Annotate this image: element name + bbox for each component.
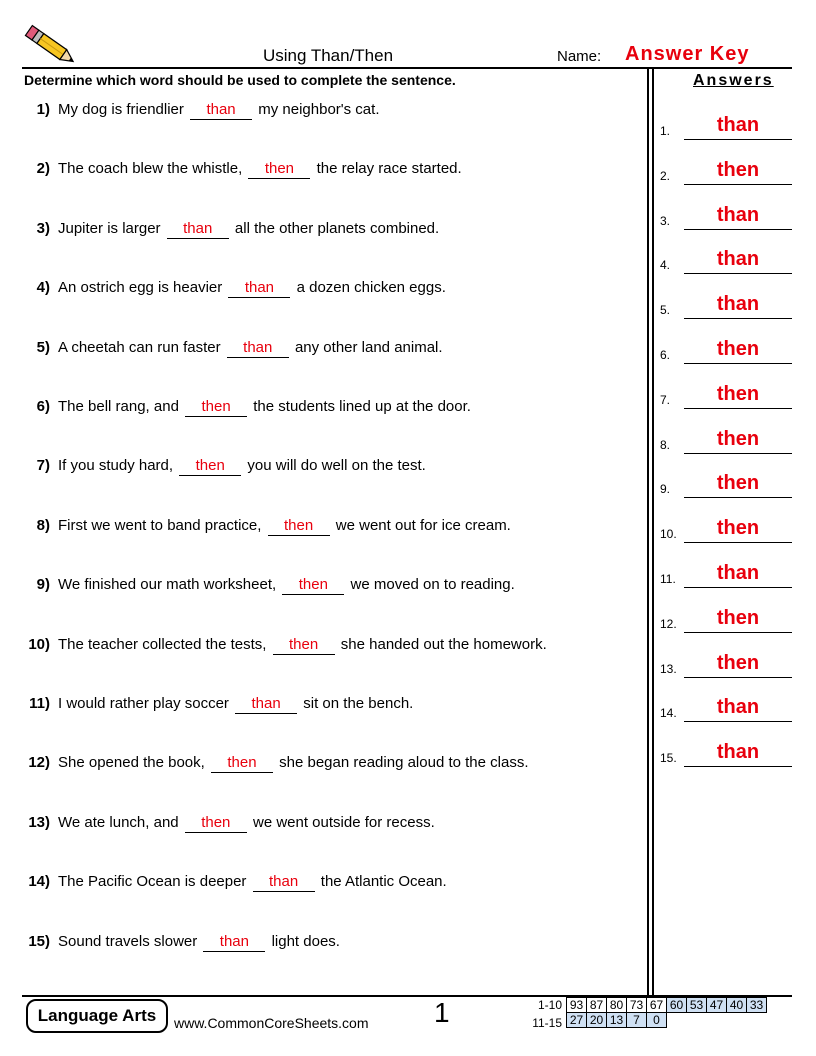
question-number: 12) — [28, 754, 50, 772]
answer-blank[interactable]: then — [211, 754, 273, 773]
score-cell: 67 — [647, 998, 667, 1013]
score-row-11-15 — [567, 1013, 767, 1028]
answer-word: than — [716, 293, 760, 316]
answer-row — [660, 200, 792, 230]
sentence-end: all the other planets combined. — [234, 219, 440, 237]
question-number: 9) — [36, 576, 50, 594]
sentence-start: We finished our math worksheet, — [58, 576, 277, 594]
sentence-end: the students lined up at the door. — [253, 398, 471, 415]
answer-blank[interactable]: then — [273, 636, 335, 655]
answer-blank[interactable]: then — [179, 457, 241, 476]
score-cell: 93 — [567, 998, 587, 1013]
answer-row — [660, 603, 792, 633]
sentence-end: light does. — [271, 932, 340, 950]
answer-row — [660, 648, 792, 678]
sentence-start: An ostrich egg is heavier — [58, 279, 223, 297]
answer-blank[interactable]: than — [228, 279, 290, 298]
question-number: 5) — [36, 338, 50, 356]
sentence-end: the Atlantic Ocean. — [320, 873, 447, 891]
answer-number: 11. — [660, 572, 676, 586]
answer-row — [660, 244, 792, 274]
score-cell: 20 — [587, 1013, 607, 1028]
answer-word: than — [716, 741, 760, 764]
sentence-end: a dozen chicken eggs. — [296, 279, 446, 297]
answer-word: than — [716, 562, 760, 584]
answer-word: than — [716, 114, 760, 136]
answer-word: than — [716, 248, 760, 271]
answer-number: 10. — [660, 527, 677, 542]
answer-word: than — [716, 696, 760, 719]
score-label-11-15: 11-15 — [532, 1016, 562, 1030]
question-row — [24, 515, 511, 537]
answer-word: then — [716, 382, 760, 405]
question-number: 6) — [36, 398, 50, 415]
website-link[interactable]: www.CommonCoreSheets.com — [174, 1015, 369, 1031]
question-number: 14) — [28, 873, 50, 891]
sentence-start: She opened the book, — [58, 754, 205, 772]
answer-number: 9. — [660, 482, 671, 497]
sentence-start: My dog is friendlier — [58, 101, 184, 118]
score-cell: 73 — [627, 998, 647, 1013]
answer-blank[interactable]: then — [185, 398, 247, 417]
answers-heading: Answers — [693, 72, 774, 89]
question-number: 7) — [36, 457, 50, 475]
question-row — [24, 871, 447, 893]
question-row — [24, 455, 426, 477]
question-row — [24, 931, 340, 953]
answer-blank[interactable]: then — [268, 517, 330, 536]
answer-blank[interactable]: than — [190, 101, 252, 120]
answer-word: then — [716, 651, 760, 674]
sentence-start: Sound travels slower — [58, 932, 198, 950]
question-row — [24, 634, 547, 656]
question-row — [24, 218, 439, 240]
answer-row — [660, 424, 792, 454]
answer-word: then — [716, 517, 760, 540]
answer-number: 1. — [660, 124, 671, 138]
question-number: 1) — [36, 101, 50, 118]
question-row — [24, 574, 515, 596]
question-number: 2) — [36, 160, 50, 178]
question-row — [24, 396, 471, 418]
question-row — [24, 693, 413, 715]
answer-number: 8. — [660, 437, 671, 452]
score-cell: 47 — [707, 998, 727, 1013]
sentence-end: you will do well on the test. — [247, 457, 426, 475]
score-cell: 13 — [607, 1013, 627, 1028]
column-divider-left — [647, 69, 649, 995]
question-row — [24, 812, 435, 834]
answer-word: then — [716, 472, 760, 495]
name-label: Name: — [557, 48, 602, 65]
question-row — [24, 99, 380, 121]
sentence-start: Jupiter is larger — [58, 219, 161, 237]
answer-blank[interactable]: then — [282, 576, 344, 595]
score-cell: 40 — [727, 998, 747, 1013]
sentence-end: we went out for ice cream. — [335, 516, 511, 534]
answer-blank[interactable]: then — [248, 160, 310, 179]
sentence-start: The bell rang, and — [58, 398, 179, 415]
sentence-end: my neighbor's cat. — [258, 101, 380, 118]
answer-row — [660, 155, 792, 185]
score-cell: 80 — [607, 998, 627, 1013]
answer-word: then — [716, 338, 760, 360]
answer-number: 3. — [660, 213, 671, 228]
header-divider — [22, 67, 792, 69]
answer-number: 15. — [660, 751, 677, 766]
answer-number: 13. — [660, 661, 677, 676]
answer-blank[interactable]: than — [167, 220, 229, 239]
answer-row — [660, 513, 792, 543]
score-cell: 60 — [667, 998, 687, 1013]
answer-number: 14. — [660, 706, 677, 721]
sentence-end: she began reading aloud to the class. — [279, 754, 529, 772]
score-label-1-10: 1-10 — [537, 998, 562, 1012]
question-row — [24, 277, 446, 299]
answer-blank[interactable]: than — [253, 873, 315, 892]
score-cell: 33 — [747, 998, 767, 1013]
question-row — [24, 337, 443, 359]
answer-blank[interactable]: than — [227, 339, 289, 358]
answer-number: 4. — [660, 258, 671, 273]
answer-word: than — [716, 203, 760, 226]
score-cell: 27 — [567, 1013, 587, 1028]
sentence-end: sit on the bench. — [303, 695, 414, 712]
answer-number: 6. — [660, 348, 671, 362]
score-row-1-10 — [567, 998, 767, 1013]
answer-number: 7. — [660, 392, 671, 407]
answer-blank[interactable]: than — [203, 933, 265, 952]
answer-row — [660, 379, 792, 409]
answer-blank[interactable]: than — [235, 695, 297, 714]
score-table — [566, 997, 767, 1028]
question-number: 15) — [28, 932, 50, 950]
answer-row — [660, 289, 792, 319]
sentence-end: any other land animal. — [294, 338, 443, 356]
sentence-start: A cheetah can run faster — [58, 338, 221, 356]
column-divider-right — [652, 69, 654, 995]
answer-row — [660, 468, 792, 498]
sentence-end: we moved on to reading. — [350, 576, 515, 594]
answer-number: 2. — [660, 168, 671, 183]
sentence-start: We ate lunch, and — [58, 813, 179, 831]
answer-word: then — [716, 158, 760, 181]
score-cell: 7 — [627, 1013, 647, 1028]
question-number: 4) — [36, 279, 50, 297]
answer-row — [660, 110, 792, 140]
sentence-end: she handed out the homework. — [340, 635, 547, 653]
answer-row — [660, 558, 792, 588]
answer-word: then — [716, 427, 760, 450]
answer-row — [660, 737, 792, 767]
page-title: Using Than/Then — [262, 46, 394, 65]
sentence-start: I would rather play soccer — [58, 695, 229, 712]
answer-number: 12. — [660, 616, 677, 631]
sentence-start: First we went to band practice, — [58, 516, 262, 534]
question-row — [24, 158, 462, 180]
question-number: 10) — [28, 635, 50, 653]
score-cell: 87 — [587, 998, 607, 1013]
sentence-start: The coach blew the whistle, — [58, 160, 243, 178]
sentence-end: we went outside for recess. — [252, 813, 435, 831]
answer-word: then — [716, 606, 760, 629]
sentence-start: The teacher collected the tests, — [58, 635, 267, 653]
instructions: Determine which word should be used to complete the sentence. — [24, 72, 456, 88]
question-number: 3) — [36, 219, 50, 237]
sentence-start: If you study hard, — [58, 457, 174, 475]
answer-row — [660, 334, 792, 364]
question-row — [24, 752, 529, 774]
page-number: 1 — [434, 997, 450, 1028]
sentence-end: the relay race started. — [316, 160, 462, 178]
answer-number: 5. — [660, 303, 671, 318]
answer-blank[interactable]: then — [185, 814, 247, 833]
answer-key-label: Answer Key — [625, 43, 750, 65]
sentence-start: The Pacific Ocean is deeper — [58, 873, 247, 891]
score-cell: 53 — [687, 998, 707, 1013]
question-number: 11) — [29, 695, 50, 712]
question-number: 8) — [36, 516, 50, 534]
answer-row — [660, 692, 792, 722]
brand-badge: Language Arts — [26, 999, 168, 1033]
question-number: 13) — [28, 813, 50, 831]
score-cell: 0 — [647, 1013, 667, 1028]
